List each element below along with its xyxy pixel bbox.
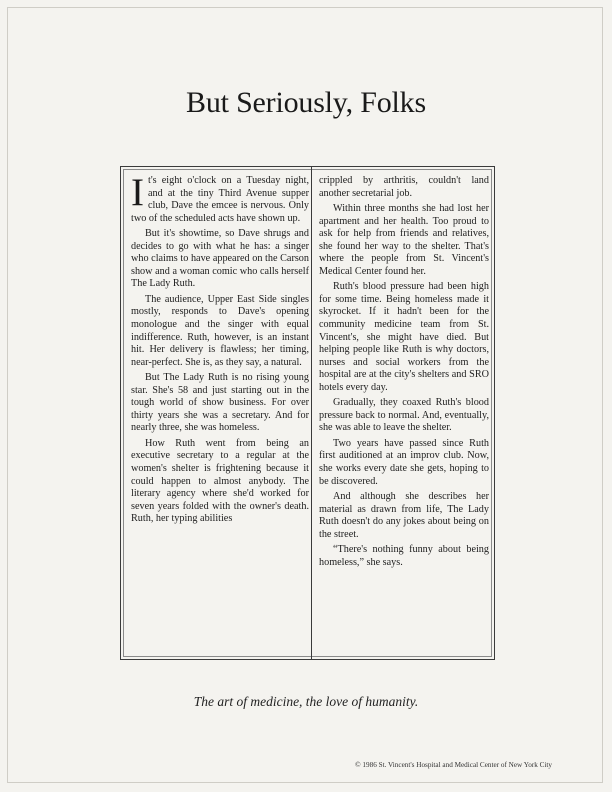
- article-paragraph-7: Ruth's blood pressure had been high for some time. Being homeless made it skyrocket. If it hadn't been for the community medicine team from St. Vincent's, she might have died. But helping people like Ruth is why doctors, nurses and social workers from the hospital are at the city's shelters and SRO hotels every day.: [319, 281, 489, 393]
- copyright-notice: © 1986 St. Vincent's Hospital and Medical Center of New York City: [355, 761, 552, 769]
- tagline: The art of medicine, the love of humanity.: [193, 694, 419, 709]
- article-paragraph-3: The audience, Upper East Side singles mostly, responds to Dave's opening monologue and the singer with equal indifference. Ruth, however, is an instant hit. Her delivery is flawless; her timing, near-perfect. She is, as they say, a natural.: [131, 293, 309, 368]
- article-paragraph-4: But The Lady Ruth is no rising young star. She's 58 and just starting out in the tough world of show business. For over thirty years she was a secretary. And for nearly three, she was homeless.: [131, 372, 309, 434]
- headline: But Seriously, Folks: [186, 86, 426, 119]
- article-paragraph-9: Two years have passed since Ruth first auditioned at an improv club. Now, she works every date she gets, hoping to be discovered.: [319, 437, 489, 487]
- article-paragraph-1: [131, 171, 309, 225]
- article-paragraph-10: And although she describes her material as drawn from life, The Lady Ruth doesn't do any jokes about being on the street.: [319, 491, 489, 540]
- article-box: [120, 166, 495, 660]
- drop-cap: I: [131, 171, 144, 214]
- article-paragraph-8: Gradually, they coaxed Ruth's blood pressure back to normal. And, eventually, she was able to leave the shelter.: [319, 397, 489, 434]
- article-right-column: [319, 175, 489, 569]
- column-divider: [311, 167, 312, 659]
- article-paragraph-2: But it's showtime, so Dave shrugs and decides to go with what he has: a singer who claims to have appeared on the Carson show and a woman comic who calls herself The Lady Ruth.: [131, 228, 309, 290]
- article-left-column: [131, 171, 309, 526]
- paragraph-1-text: t's eight o'clock on a Tuesday night, and at the tiny Third Avenue supper club, Dave the emcee is nervous. Only two of the scheduled acts have shown up.: [131, 175, 309, 224]
- article-paragraph-11: “There's nothing funny about being homeless,” she says.: [319, 544, 489, 568]
- article-paragraph-6: Within three months she had lost her apartment and her health. Too proud to ask for help from friends and relatives, she found her way to the shelter. That's where the people from St. Vincent's Medical Center found her.: [319, 203, 489, 277]
- article-paragraph-5-continued: crippled by arthritis, couldn't land another secretarial job.: [319, 175, 489, 199]
- article-paragraph-5: How Ruth went from being an executive secretary to a regular at the women's shelter is frightening because it could happen to almost anybody. The literary agency where she'd worked for seven years folded with the owner's death. Ruth, her typing abilities: [131, 437, 309, 525]
